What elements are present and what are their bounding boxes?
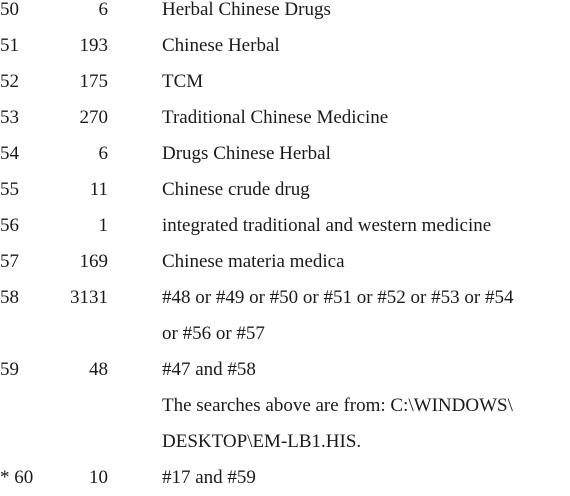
search-query <box>162 280 570 352</box>
table-row <box>0 64 570 100</box>
result-count: 11 <box>89 179 108 200</box>
table-row <box>0 460 570 496</box>
search-query <box>162 352 570 460</box>
table-row <box>0 0 570 28</box>
table-row <box>0 172 570 208</box>
result-count: 193 <box>79 35 108 56</box>
result-count: 10 <box>89 467 108 488</box>
search-query: Chinese materia medica <box>162 251 345 272</box>
result-count: 3131 <box>70 287 108 308</box>
row-number: 58 <box>0 287 19 308</box>
row-number: 51 <box>0 35 19 56</box>
result-count: 1 <box>98 215 108 236</box>
result-count: 6 <box>98 0 108 20</box>
table-row <box>0 352 570 460</box>
table-row <box>0 280 570 352</box>
row-number: 53 <box>0 107 19 128</box>
result-count: 270 <box>79 107 108 128</box>
result-count: 48 <box>89 359 108 380</box>
row-number: 55 <box>0 179 19 200</box>
search-query: Chinese crude drug <box>162 179 310 200</box>
table-row <box>0 28 570 64</box>
search-query-line: #47 and #58 <box>162 359 256 380</box>
table-row <box>0 244 570 280</box>
table-row <box>0 100 570 136</box>
search-query: Drugs Chinese Herbal <box>162 143 331 164</box>
search-query: Chinese Herbal <box>162 35 280 56</box>
result-count: 6 <box>98 143 108 164</box>
table-row <box>0 136 570 172</box>
row-number: 52 <box>0 71 19 92</box>
search-query-line: or #56 or #57 <box>162 323 265 344</box>
result-count: 169 <box>79 251 108 272</box>
row-number: 59 <box>0 359 19 380</box>
result-count: 175 <box>79 71 108 92</box>
search-source-note: The searches above are from: C:\WINDOWS\ <box>162 395 513 416</box>
search-source-note: DESKTOP\EM-LB1.HIS. <box>162 431 362 452</box>
row-number: * 60 <box>0 467 34 488</box>
search-query: #17 and #59 <box>162 467 256 488</box>
search-query: integrated traditional and western medicine <box>162 215 492 236</box>
row-number: 50 <box>0 0 19 20</box>
search-query-line: #48 or #49 or #50 or #51 or #52 or #53 or #54 <box>162 287 514 308</box>
search-query: Herbal Chinese Drugs <box>162 0 331 20</box>
row-number: 57 <box>0 251 19 272</box>
table-row <box>0 208 570 244</box>
row-number: 56 <box>0 215 19 236</box>
row-number: 54 <box>0 143 19 164</box>
search-query: TCM <box>162 71 204 92</box>
search-query: Traditional Chinese Medicine <box>162 107 389 128</box>
